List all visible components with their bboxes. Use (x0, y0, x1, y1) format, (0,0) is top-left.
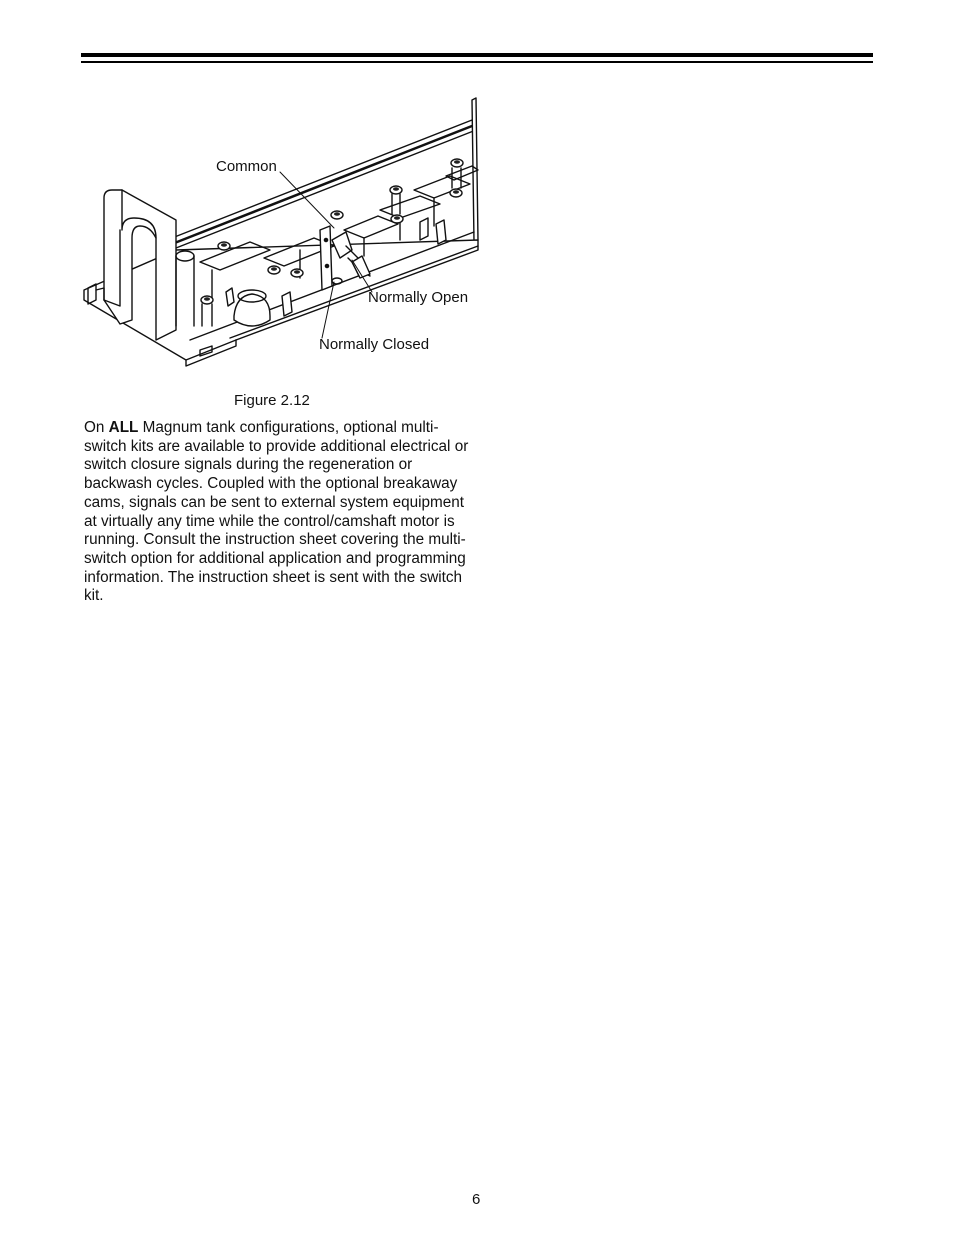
body-text: Magnum tank configurations, optional multi-switch kits are available to provide additional electrical or switch closure signals during the regeneration or backwash cycles. Coupled with the optional breakaway cams, signals can be sent to external system equipment at virtually any time while the control/camshaft motor is running. Consult the instruction sheet covering the multi-switch option for additional application and programming information. The instruction sheet is sent with the switch kit. (84, 419, 469, 605)
header-rule-thin (81, 61, 873, 63)
callout-normally-open: Normally Open (368, 289, 469, 306)
callout-common: Common (216, 158, 277, 175)
page-number: 6 (472, 1191, 481, 1208)
callout-normally-closed: Normally Closed (319, 336, 430, 353)
header-rule-thick (81, 53, 873, 57)
body-paragraph (84, 419, 469, 606)
multi-switch-illustration (80, 95, 480, 370)
body-emphasis: ALL (108, 419, 139, 436)
figure-caption: Figure 2.12 (234, 392, 310, 409)
body-lead: On (84, 419, 109, 436)
